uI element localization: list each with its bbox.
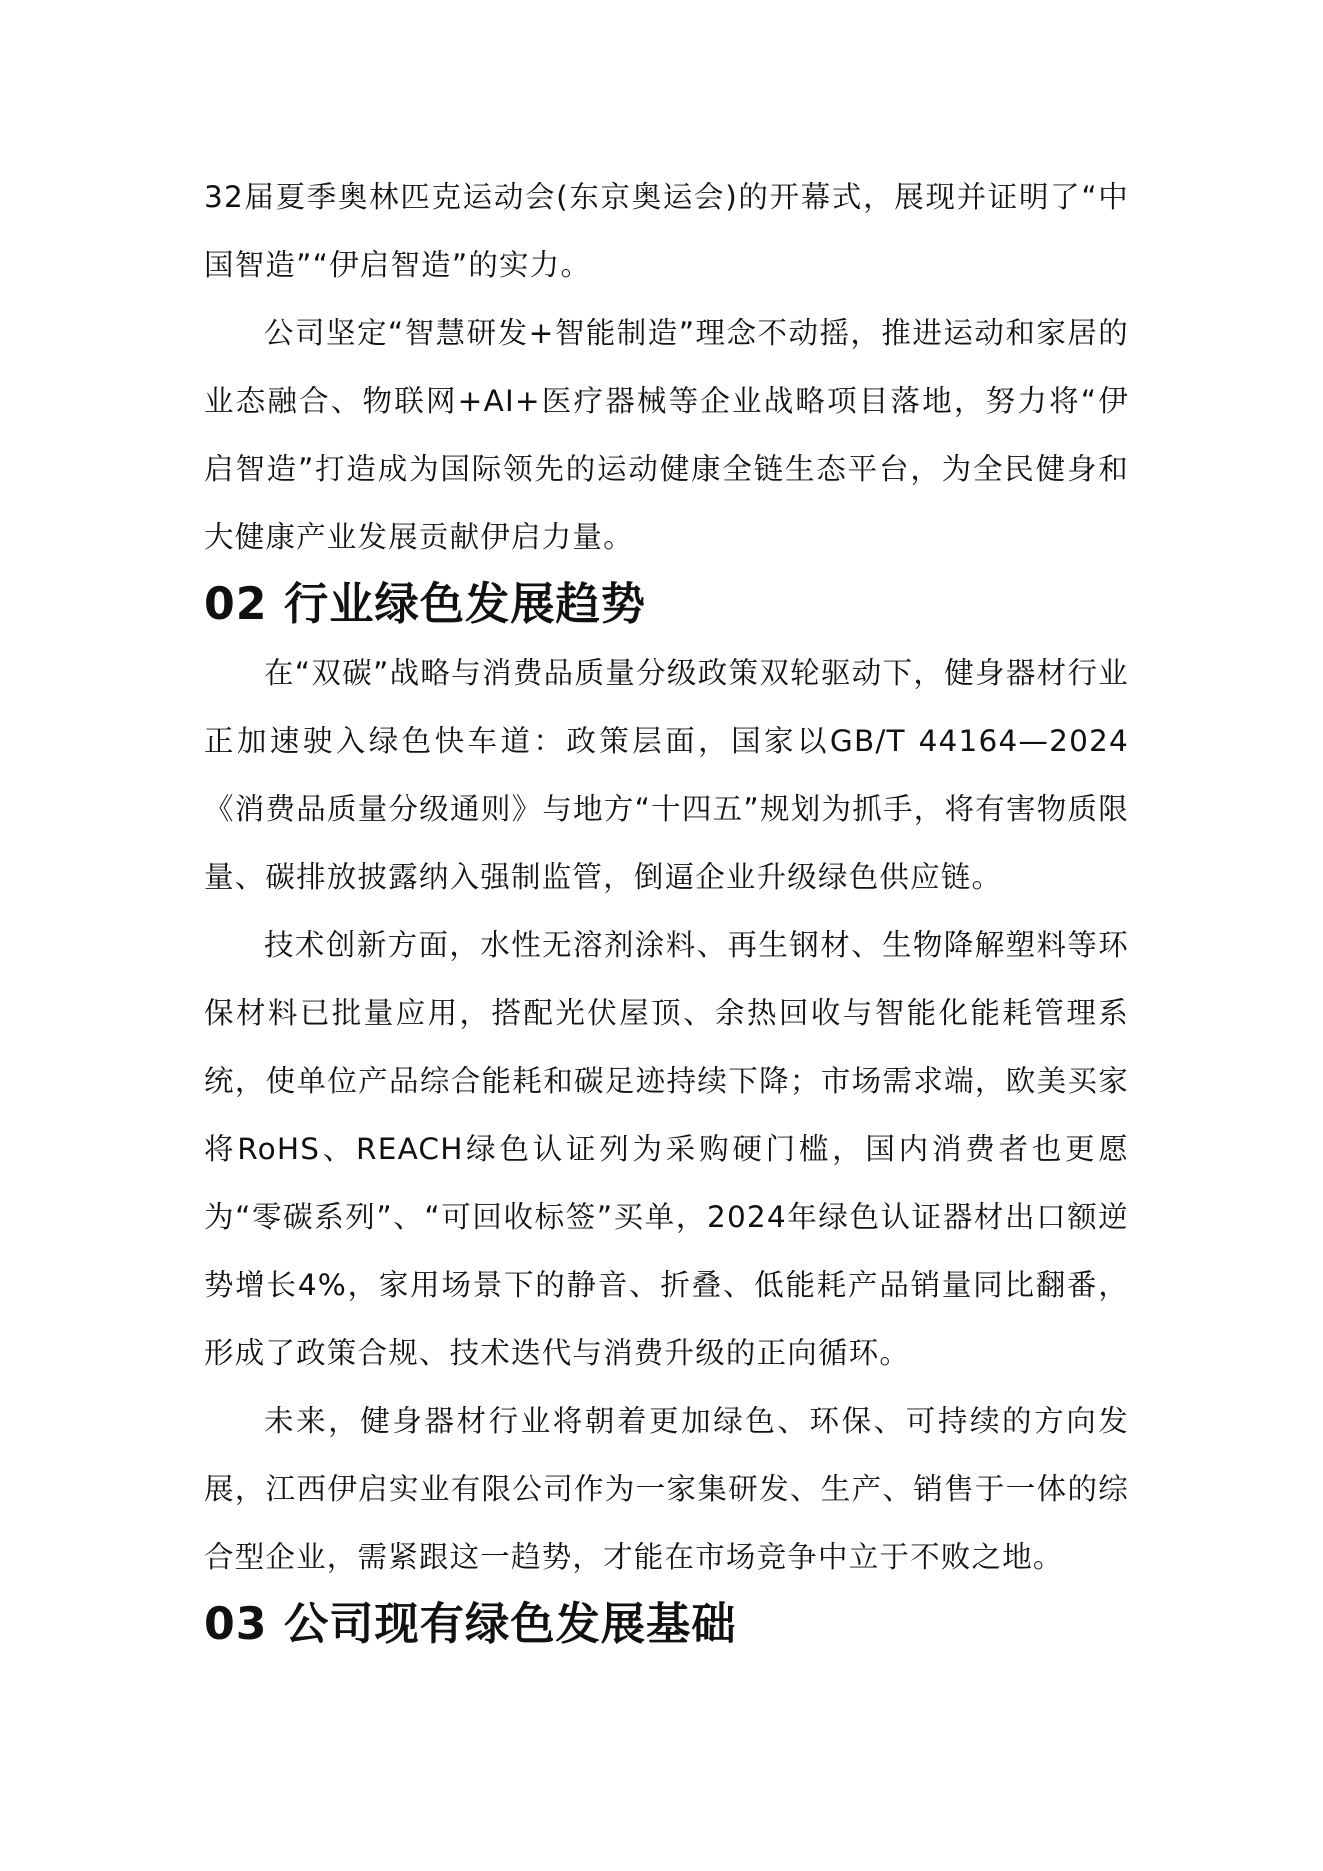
section-heading-03: 03 公司现有绿色发展基础 <box>204 1599 737 1650</box>
paragraph-future: 未来，健身器材行业将朝着更加绿色、环保、可持续的方向发展，江西伊启实业有限公司作为一家集研发、生产、销售于一体的综合型企业，需紧跟这一趋势，才能在市场竞争中立于不败之地。 <box>204 1404 1129 1574</box>
section-heading-02: 02 行业绿色发展趋势 <box>204 579 646 630</box>
paragraph-technology: 技术创新方面，水性无溶剂涂料、再生钢材、生物降解塑料等环保材料已批量应用，搭配光伏屋顶、余热回收与智能化能耗管理系统，使单位产品综合能耗和碳足迹持续下降；市场需求端，欧美买家将RoHS、REACH绿色认证列为采购硬门槛，国内消费者也更愿为“零碳系列”、“可回收标签”买单，2024年绿色认证器材出口额逆势增长4%，家用场景下的静音、折叠、低能耗产品销量同比翻番，形成了政策合规、技术迭代与消费升级的正向循环。 <box>204 928 1129 1370</box>
paragraph-strategy: 公司坚定“智慧研发+智能制造”理念不动摇，推进运动和家居的业态融合、物联网+AI+医疗器械等企业战略项目落地，努力将“伊启智造”打造成为国际领先的运动健康全链生态平台，为全民健身和大健康产业发展贡献伊启力量。 <box>204 316 1129 554</box>
document-body <box>204 163 1129 1659</box>
paragraph-olympics: 32届夏季奥林匹克运动会(东京奥运会)的开幕式，展现并证明了“中国智造”“伊启智造”的实力。 <box>204 180 1129 282</box>
paragraph-policy: 在“双碳”战略与消费品质量分级政策双轮驱动下，健身器材行业正加速驶入绿色快车道：政策层面，国家以GB/T 44164—2024《消费品质量分级通则》与地方“十四五”规划为抓手，将有害物质限量、碳排放披露纳入强制监管，倒逼企业升级绿色供应链。 <box>204 656 1129 894</box>
